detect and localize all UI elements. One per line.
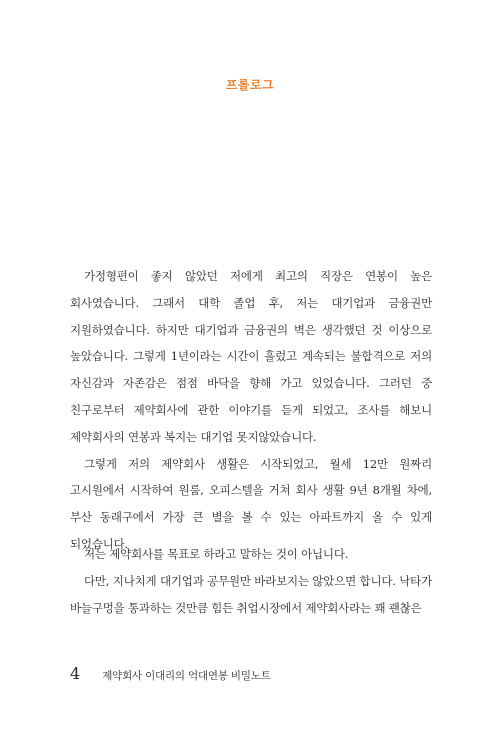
chapter-title: 프롤로그 (225, 78, 275, 92)
paragraph: 저는 제약회사를 목표로 하라고 말하는 것이 아닙니다. (84, 547, 349, 561)
paragraph: 그렇게 저의 제약회사 생활은 시작되었고, 월세 12만 원짜리 고시원에서 시작하여 원룸, 오피스텔을 거쳐 회사 생활 9년 8개월 차에, 부산 동래구에서 가장 큰 별을 볼 수 있는 아파트까지 올 수 있게 되었습니다. (70, 456, 432, 551)
body-text-block-1 (70, 263, 432, 558)
page-footer (70, 664, 271, 683)
page-number: 4 (70, 664, 81, 683)
body-text-block-2 (70, 541, 432, 621)
paragraph: 다만, 지나치게 대기업과 공무원만 바라보지는 않았으면 합니다. 낙타가 바늘구멍을 통과하는 것만큼 힘든 취업시장에서 제약회사라는 꽤 괜찮은 (70, 573, 432, 615)
paragraph: 가정형편이 좋지 않았던 저에게 최고의 직장은 연봉이 높은 회사였습니다. 그래서 대학 졸업 후, 저는 대기업과 금융권만 지원하였습니다. 하지만 대기업과 금융권의 벽은 생각했던 것 이상으로 높았습니다. 그렇게 1년이라는 시간이 흘렀고 계속되는 불합격으로 저의 자신감과 자존감은 점점 바닥을 향해 가고 있었습니다. 그러던 중 친구로부터 제약회사에 관한 이야기를 듣게 되었고, 조사를 해보니 제약회사의 연봉과 복지는 대기업 못지않았습니다. (70, 269, 432, 444)
running-title: 제약회사 이대리의 억대연봉 비밀노트 (102, 670, 271, 682)
